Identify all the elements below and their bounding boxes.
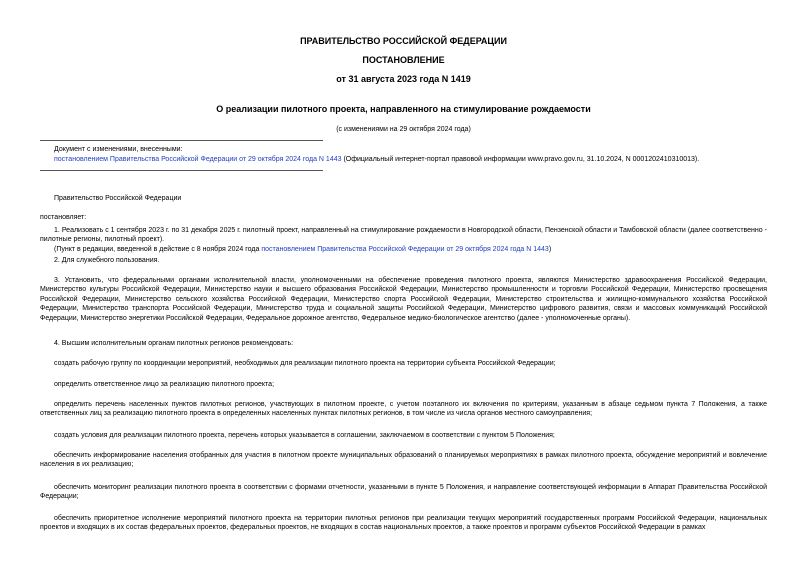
paragraph-resolves: постановляет: <box>40 214 87 221</box>
changes-note: (с изменениями на 29 октября 2024 года) <box>336 126 471 133</box>
paragraph-4-item-g: обеспечить приоритетное исполнение мероприятий пилотного проекта на территории пилотных регионов при реализации текущих мероприятий государственных программ Российской Федерации, национальных проектов и входящих в их состав федеральных проектов, федеральных проектов, не входящих в состав национальных проектов, а также проектов и программ субъектов Российской Федерации в рамках <box>40 515 767 532</box>
paragraph-1: 1. Реализовать с 1 сентября 2023 г. по 31 декабря 2025 г. пилотный проект, направленный на стимулирование рождаемости в Новгородской области, Пензенской области и Тамбовской области (далее соответственно - пилотные регионы, пилотный проект). <box>40 227 767 244</box>
paragraph-4: 4. Высшим исполнительным органам пилотных регионов рекомендовать: <box>54 340 294 347</box>
paragraph-1-note-text: (Пункт в редакции, введенной в действие с 8 ноября 2024 года <box>54 246 262 253</box>
paragraph-1-note-link[interactable]: постановлением Правительства Российской Федерации от 29 октября 2024 года N 1443 <box>261 246 549 253</box>
paragraph-4-item-b: определить ответственное лицо за реализацию пилотного проекта; <box>54 381 275 388</box>
paragraph-4-item-f: обеспечить мониторинг реализации пилотного проекта в соответствии с формами отчетности, указанными в пункте 5 Положения, и направление соответствующей информации в Аппарат Правительства Российской Федерации; <box>40 484 767 501</box>
amendment-label: Документ с изменениями, внесенными: <box>54 146 183 153</box>
paragraph-2: 2. Для служебного пользования. <box>54 257 160 264</box>
paragraph-4-item-d: создать условия для реализации пилотного проекта, перечень которых указывается в соглашении, заключаемом в соответствии с пунктом 5 Положения; <box>54 432 555 439</box>
paragraph-3: 3. Установить, что федеральными органами исполнительной власти, уполномоченными на обеспечение проведения пилотного проекта, являются Министерство здравоохранения Российской Федерации, Министерство культуры Российской Федерации, Министерство науки и высшего образования Российской Федерации, Министерство промышленности и торговли Российской Федерации, Министерство просвещения Российской Федерации, Министерство сельского хозяйства Российской Федерации, Министерство спорта Российской Федерации, Министерство строительства и жилищно-коммунального хозяйства Российской Федерации, Министерство транспорта Российской Федерации, Министерство труда и социальной защиты Российской Федерации, Министерство цифрового развития, связи и массовых коммуникаций Российской Федерации, Министерство энергетики Российской Федерации, Федеральное дорожное агентство, Федеральное медико-биологическое агентство (далее - уполномоченные органы). <box>40 277 767 322</box>
amendment-bottom-rule <box>40 170 323 171</box>
amendment-link[interactable]: постановлением Правительства Российской Федерации от 29 октября 2024 года N 1443 <box>54 156 342 163</box>
paragraph-1-note-close: ) <box>548 246 552 253</box>
paragraph-4-item-a: создать рабочую группу по координации мероприятий, необходимых для реализации пилотного проекта на территории субъекта Российской Федерации; <box>54 360 556 367</box>
paragraph-4-item-e: обеспечить информирование населения отобранных для участия в пилотном проекте муниципальных образований о планируемых мероприятиях в рамках пилотного проекта, обсуждение мероприятий и вовлечение населения в их реализацию; <box>40 452 767 469</box>
paragraph-government: Правительство Российской Федерации <box>54 195 182 202</box>
amendment-top-rule <box>40 140 323 141</box>
paragraph-4-item-c: определить перечень населенных пунктов пилотных регионов, участвующих в пилотном проекте, с учетом поэтапного их включения по критериям, указанным в абзаце седьмом пункта 7 Положения, а также ответственных лиц за реализацию пилотного проекта в определенных населенных пунктах пилотных регионов, в том числе из числа органов местного самоуправления; <box>40 401 767 418</box>
document-type-heading: ПОСТАНОВЛЕНИЕ <box>362 55 445 65</box>
government-heading: ПРАВИТЕЛЬСТВО РОССИЙСКОЙ ФЕДЕРАЦИИ <box>300 36 507 46</box>
document-title: О реализации пилотного проекта, направленного на стимулирование рождаемости <box>216 104 591 114</box>
date-number-heading: от 31 августа 2023 года N 1419 <box>336 74 471 84</box>
amendment-source: (Официальный интернет-портал правовой информации www.pravo.gov.ru, 31.10.2024, N 0001202410310013). <box>341 156 700 163</box>
amendment-block <box>54 155 767 164</box>
paragraph-1-note <box>40 245 767 254</box>
